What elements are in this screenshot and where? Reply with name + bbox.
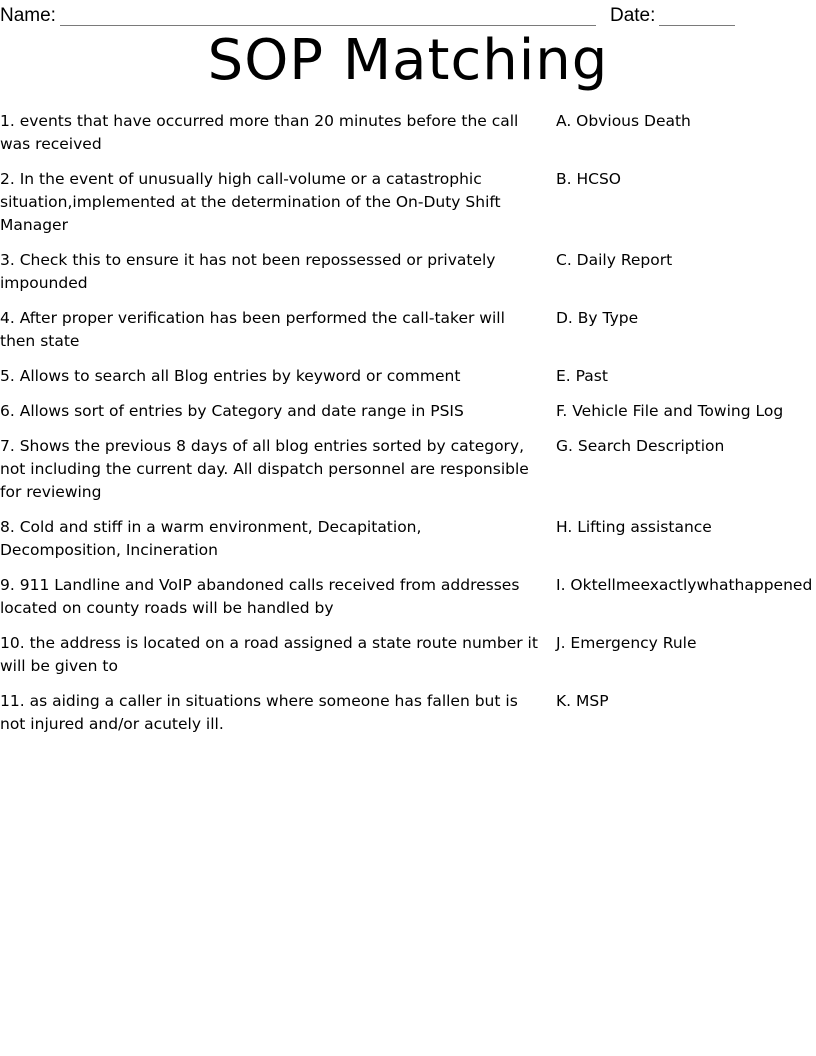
matching-row — [0, 365, 816, 388]
answer-choice: H. Lifting assistance — [556, 518, 712, 536]
question-text: 4. After proper verification has been performed the call-taker will then state — [0, 309, 505, 350]
answer-choice: D. By Type — [556, 309, 639, 327]
page-title: SOP Matching — [207, 28, 609, 93]
question-text: 7. Shows the previous 8 days of all blog entries sorted by category, not including the current day. All dispatch personnel are responsible for reviewing — [0, 437, 529, 501]
matching-row — [0, 690, 816, 736]
question-text: 5. Allows to search all Blog entries by keyword or comment — [0, 367, 461, 385]
answer-choice: E. Past — [556, 367, 608, 385]
name-input-line[interactable] — [60, 8, 596, 26]
matching-row — [0, 249, 816, 295]
matching-row — [0, 435, 816, 504]
question-text: 9. 911 Landline and VoIP abandoned calls received from addresses located on county roads will be handled by — [0, 576, 520, 617]
answer-choice: G. Search Description — [556, 437, 725, 455]
answer-choice: J. Emergency Rule — [556, 634, 697, 652]
date-label: Date: — [609, 5, 656, 26]
question-text: 1. events that have occurred more than 20 minutes before the call was received — [0, 112, 519, 153]
answer-choice: A. Obvious Death — [556, 112, 691, 130]
worksheet-header — [0, 0, 816, 26]
answer-choice: C. Daily Report — [556, 251, 673, 269]
question-text: 8. Cold and stiff in a warm environment, Decapitation, Decomposition, Incineration — [0, 518, 422, 559]
matching-row — [0, 110, 816, 156]
question-text: 3. Check this to ensure it has not been repossessed or privately impounded — [0, 251, 496, 292]
matching-list — [0, 110, 816, 748]
matching-row — [0, 168, 816, 237]
matching-row — [0, 400, 816, 423]
matching-row — [0, 574, 816, 620]
answer-choice: K. MSP — [556, 692, 609, 710]
date-input-line[interactable] — [659, 8, 735, 26]
question-text: 2. In the event of unusually high call-volume or a catastrophic situation,implemented at the determination of the On-Duty Shift Manager — [0, 170, 501, 234]
question-text: 6. Allows sort of entries by Category and date range in PSIS — [0, 402, 464, 420]
matching-row — [0, 516, 816, 562]
question-text: 11. as aiding a caller in situations where someone has fallen but is not injured and/or acutely ill. — [0, 692, 518, 733]
answer-choice: F. Vehicle File and Towing Log — [556, 402, 784, 420]
answer-choice: B. HCSO — [556, 170, 622, 188]
answer-choice: I. Oktellmeexactlywhathappened — [556, 576, 813, 594]
question-text: 10. the address is located on a road assigned a state route number it will be given to — [0, 634, 538, 675]
name-label: Name: — [0, 5, 56, 26]
matching-row — [0, 307, 816, 353]
matching-row — [0, 632, 816, 678]
